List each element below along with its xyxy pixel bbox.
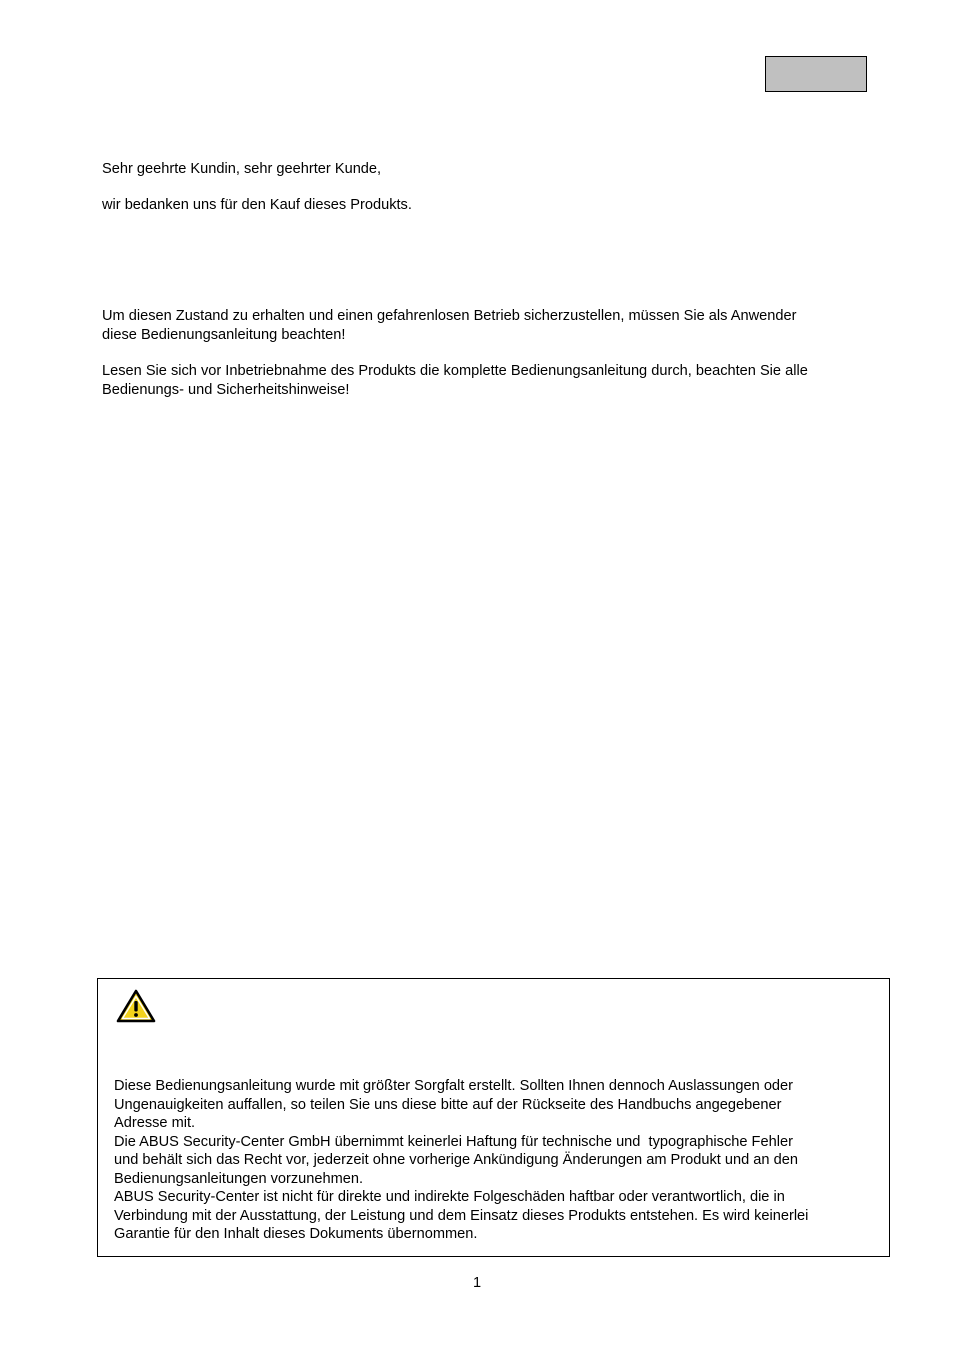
disclaimer-line: Bedienungsanleitungen vorzunehmen.	[114, 1170, 364, 1187]
instruction-line: diese Bedienungsanleitung beachten!	[102, 326, 346, 343]
read-notice-paragraph	[102, 362, 892, 399]
disclaimer-text	[114, 1077, 884, 1244]
disclaimer-line: und behält sich das Recht vor, jederzeit ohne vorherige Ankündigung Änderungen am Produkt und an den	[114, 1152, 798, 1168]
instruction-paragraph	[102, 307, 892, 344]
read-notice-line: Lesen Sie sich vor Inbetriebnahme des Produkts die komplette Bedienungsanleitung durch, beachten Sie alle	[102, 363, 808, 379]
disclaimer-line: Garantie für den Inhalt dieses Dokuments übernommen.	[114, 1226, 478, 1242]
warning-triangle-icon	[115, 988, 157, 1024]
thanks-text: wir bedanken uns für den Kauf dieses Produkts.	[102, 197, 412, 213]
disclaimer-line: Verbindung mit der Ausstattung, der Leistung und dem Einsatz dieses Produkts entstehen. Es wird keinerlei	[114, 1207, 809, 1224]
greeting-text: Sehr geehrte Kundin, sehr geehrter Kunde,	[102, 161, 382, 177]
disclaimer-line: Ungenauigkeiten auffallen, so teilen Sie uns diese bitte auf der Rückseite des Handbuchs angegebener	[114, 1096, 782, 1113]
read-notice-line: Bedienungs- und Sicherheitshinweise!	[102, 381, 350, 398]
disclaimer-line: Diese Bedienungsanleitung wurde mit größter Sorgfalt erstellt. Sollten Ihnen dennoch Auslassungen oder	[114, 1078, 794, 1094]
language-tab-box	[765, 56, 867, 92]
disclaimer-line: Die ABUS Security-Center GmbH übernimmt keinerlei Haftung für technische und typographische Fehler	[114, 1133, 793, 1150]
disclaimer-line: ABUS Security-Center ist nicht für direkte und indirekte Folgeschäden haftbar oder verantwortlich, die in	[114, 1189, 785, 1205]
instruction-line: Um diesen Zustand zu erhalten und einen gefahrenlosen Betrieb sicherzustellen, müssen Sie als Anwender	[102, 308, 797, 324]
disclaimer-box	[97, 978, 890, 1257]
disclaimer-line: Adresse mit.	[114, 1115, 196, 1131]
page-number: 1	[472, 1275, 482, 1291]
